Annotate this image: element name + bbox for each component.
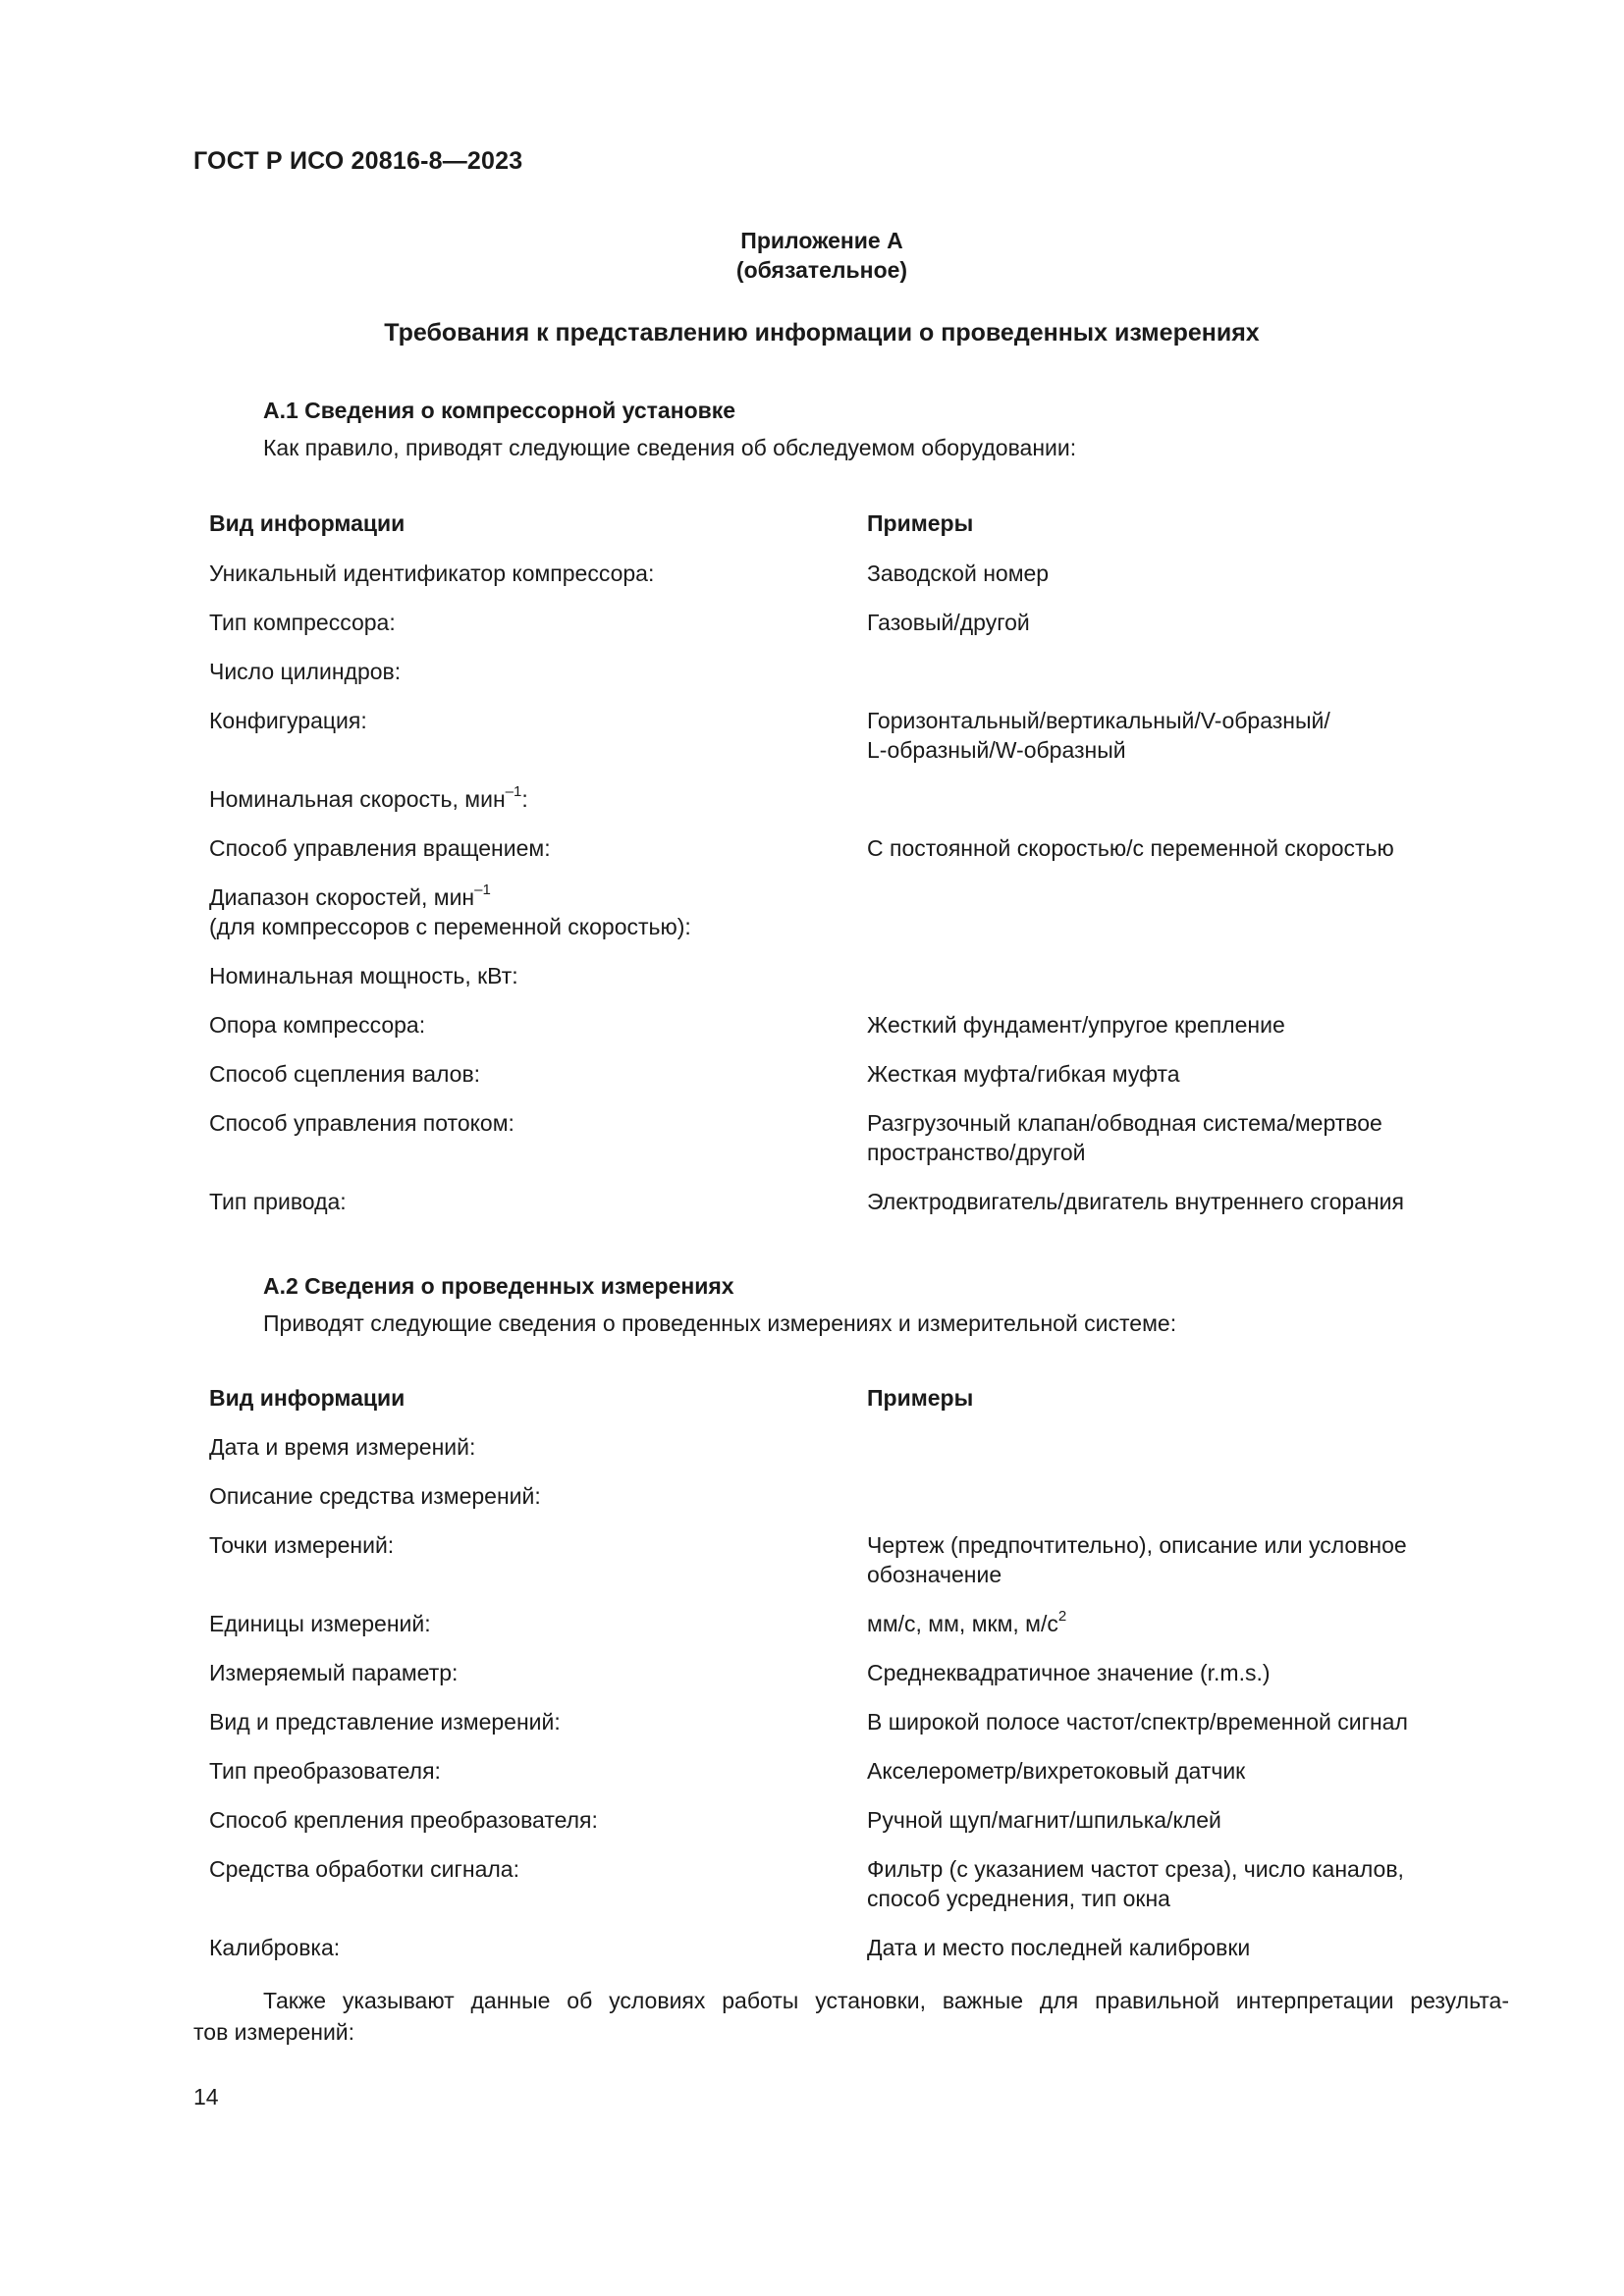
column-header-info: Вид информации xyxy=(209,1385,406,1411)
document-code: ГОСТ Р ИСО 20816-8—2023 xyxy=(193,147,523,175)
example-cell xyxy=(867,1108,1495,1167)
example-cell: Жесткий фундамент/упругое крепление xyxy=(867,1012,1285,1038)
info-cell: Конфигурация: xyxy=(209,708,367,733)
section-2-heading: А.2 Сведения о проведенных измерениях xyxy=(263,1273,734,1299)
paragraph-line: тов измерений: xyxy=(193,2019,355,2045)
info-text: Номинальная скорость, мин xyxy=(209,786,506,812)
info-cell: Тип привода: xyxy=(209,1189,347,1214)
example-cell: Газовый/другой xyxy=(867,610,1030,635)
example-line: Чертеж (предпочтительно), описание или условное xyxy=(867,1532,1407,1558)
info-cell: Опора компрессора: xyxy=(209,1012,426,1038)
example-cell xyxy=(867,1530,1495,1589)
info-cell: Способ сцепления валов: xyxy=(209,1061,481,1087)
example-cell: Заводской номер xyxy=(867,561,1050,586)
example-cell: Жесткая муфта/гибкая муфта xyxy=(867,1061,1180,1087)
info-cell: Описание средства измерений: xyxy=(209,1483,541,1509)
info-cell xyxy=(209,882,838,941)
example-cell: В широкой полосе частот/спектр/временной сигнал xyxy=(867,1709,1408,1735)
example-line: Горизонтальный/вертикальный/V-образный/ xyxy=(867,708,1330,733)
example-line: обозначение xyxy=(867,1562,1002,1587)
info-cell: Измеряемый параметр: xyxy=(209,1660,459,1685)
example-line: Фильтр (с указанием частот среза), число каналов, xyxy=(867,1856,1404,1882)
annex-status: (обязательное) xyxy=(735,257,908,283)
info-text: Диапазон скоростей, мин xyxy=(209,884,475,910)
example-line: пространство/другой xyxy=(867,1140,1086,1165)
info-cell: Число цилиндров: xyxy=(209,659,402,684)
info-cell: Способ крепления преобразователя: xyxy=(209,1807,598,1833)
info-cell: Уникальный идентификатор компрессора: xyxy=(209,561,655,586)
info-cell: Способ управления потоком: xyxy=(209,1110,514,1136)
info-cell: Способ управления вращением: xyxy=(209,835,551,861)
example-cell: Дата и место последней калибровки xyxy=(867,1935,1251,1960)
example-line: Разгрузочный клапан/обводная система/мертвое xyxy=(867,1110,1382,1136)
superscript: 2 xyxy=(1057,1608,1067,1626)
example-cell xyxy=(867,1854,1495,1913)
info-suffix: : xyxy=(521,786,528,812)
section-2-intro: Приводят следующие сведения о проведенных измерениях и измерительной системе: xyxy=(263,1310,1177,1336)
info-cell xyxy=(209,784,838,814)
annex-main-title: Требования к представлению информации о проведенных измерениях xyxy=(384,319,1260,347)
info-cell: Тип преобразователя: xyxy=(209,1758,441,1784)
info-cell: Средства обработки сигнала: xyxy=(209,1856,519,1882)
example-cell: С постоянной скоростью/с переменной скоростью xyxy=(867,835,1394,861)
example-line: способ усреднения, тип окна xyxy=(867,1886,1170,1911)
info-cell: Точки измерений: xyxy=(209,1532,395,1558)
superscript: –1 xyxy=(474,881,491,899)
paragraph-line: Также указывают данные об условиях работы установки, важные для правильной интерпретации результа- xyxy=(263,1988,1509,2013)
example-cell: Ручной щуп/магнит/шпилька/клей xyxy=(867,1807,1221,1833)
info-cell: Вид и представление измерений: xyxy=(209,1709,561,1735)
example-cell: Акселерометр/вихретоковый датчик xyxy=(867,1758,1246,1784)
example-cell xyxy=(867,706,1495,765)
closing-paragraph xyxy=(193,1985,1509,2048)
column-header-examples: Примеры xyxy=(867,510,974,536)
info-cell: Калибровка: xyxy=(209,1935,341,1960)
info-cell: Дата и время измерений: xyxy=(209,1434,476,1460)
example-cell: Электродвигатель/двигатель внутреннего сгорания xyxy=(867,1189,1404,1214)
section-1-intro: Как правило, приводят следующие сведения об обследуемом оборудовании: xyxy=(263,435,1077,460)
info-cell: Номинальная мощность, кВт: xyxy=(209,963,518,988)
superscript: –1 xyxy=(505,783,522,801)
column-header-info: Вид информации xyxy=(209,510,406,536)
example-cell xyxy=(867,1609,1495,1638)
example-text: мм/с, мм, мкм, м/с xyxy=(867,1611,1058,1636)
info-line xyxy=(209,882,838,912)
example-line: L-образный/W-образный xyxy=(867,737,1126,763)
info-line: (для компрессоров с переменной скоростью): xyxy=(209,914,691,939)
column-header-examples: Примеры xyxy=(867,1385,974,1411)
section-1-heading: А.1 Сведения о компрессорной установке xyxy=(263,398,736,423)
info-cell: Тип компрессора: xyxy=(209,610,396,635)
info-cell: Единицы измерений: xyxy=(209,1611,431,1636)
page-number: 14 xyxy=(193,2084,219,2109)
annex-label: Приложение А xyxy=(740,228,903,253)
example-cell: Среднеквадратичное значение (r.m.s.) xyxy=(867,1660,1271,1685)
